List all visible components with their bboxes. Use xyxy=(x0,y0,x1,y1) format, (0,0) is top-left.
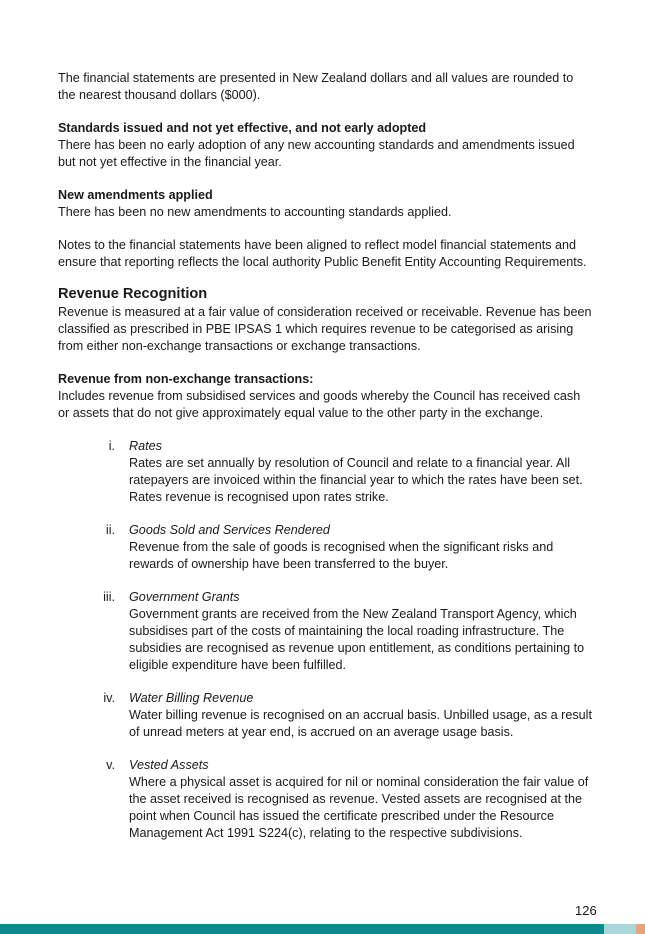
page-number: 126 xyxy=(575,903,597,918)
revenue-recognition-text: Revenue is measured at a fair value of consideration received or receivable. Revenue has been classified as prescribed in PBE IPSAS 1 which requires revenue to be categorised as arising from either non-exchange transactions or exchange transactions. xyxy=(58,305,592,353)
footer-bar xyxy=(0,924,645,934)
list-item-title: Rates xyxy=(129,439,162,453)
standards-heading: Standards issued and not yet effective, and not early adopted xyxy=(58,121,427,135)
non-exchange-heading: Revenue from non-exchange transactions: xyxy=(58,372,314,386)
list-item-title: Vested Assets xyxy=(129,758,209,772)
page-content xyxy=(58,70,593,858)
footer-bar-light xyxy=(604,924,636,934)
standards-section xyxy=(58,120,593,171)
non-exchange-section xyxy=(58,371,593,422)
list-item xyxy=(58,522,593,573)
amendments-section xyxy=(58,187,593,221)
list-item-numeral: v. xyxy=(106,758,116,772)
footer-bar-teal xyxy=(0,924,604,934)
list-item xyxy=(58,589,593,674)
list-item-title: Government Grants xyxy=(129,590,240,604)
list-item-title: Water Billing Revenue xyxy=(129,691,254,705)
amendments-heading: New amendments applied xyxy=(58,188,213,202)
list-item-text: Revenue from the sale of goods is recognised when the significant risks and rewards of ownership have been transferred to the buyer. xyxy=(129,540,554,571)
list-item xyxy=(58,757,593,842)
list-item-text: Rates are set annually by resolution of Council and relate to a financial year. All ratepayers are invoiced within the financial year to which the rates have been set. Rates revenue is recognised upon rates strike. xyxy=(129,456,583,504)
list-item-numeral: ii. xyxy=(105,523,116,537)
list-item-title: Goods Sold and Services Rendered xyxy=(129,523,330,537)
list-item-text: Where a physical asset is acquired for nil or nominal consideration the fair value of the asset received is recognised as revenue. Vested assets are recognised at the point when Council has issued the certificate prescribed under the Resource Management Act 1991 S224(c), relating to the respective subdivisions. xyxy=(129,775,589,840)
non-exchange-text: Includes revenue from subsidised services and goods whereby the Council has received cash or assets that do not give approximately equal value to the other party in the exchange. xyxy=(58,389,581,420)
list-item xyxy=(58,690,593,741)
revenue-recognition-heading: Revenue Recognition xyxy=(58,286,208,302)
list-item-text: Government grants are received from the New Zealand Transport Agency, which subsidises part of the costs of maintaining the local roading infrastructure. The subsidies are recognised as revenue upon entitlement, as conditions pertaining to eligible expenditure have been fulfilled. xyxy=(129,607,585,672)
amendments-text: There has been no new amendments to accounting standards applied. xyxy=(58,205,452,219)
standards-text: There has been no early adoption of any new accounting standards and amendments issued but not yet effective in the financial year. xyxy=(58,138,575,169)
list-item-numeral: iii. xyxy=(103,590,116,604)
list-item-numeral: iv. xyxy=(103,691,116,705)
revenue-recognition-section xyxy=(58,285,593,355)
intro-paragraph: The financial statements are presented in New Zealand dollars and all values are rounded to the nearest thousand dollars ($000). xyxy=(58,71,574,102)
notes-paragraph: Notes to the financial statements have been aligned to reflect model financial statements and ensure that reporting reflects the local authority Public Benefit Entity Accounting Requirements. xyxy=(58,238,587,269)
footer-bar-orange xyxy=(636,924,645,934)
list-item xyxy=(58,438,593,506)
list-item-numeral: i. xyxy=(108,439,116,453)
list-item-text: Water billing revenue is recognised on an accrual basis. Unbilled usage, as a result of unread meters at year end, is accrued on an average usage basis. xyxy=(129,708,592,739)
revenue-items-list xyxy=(58,438,593,842)
